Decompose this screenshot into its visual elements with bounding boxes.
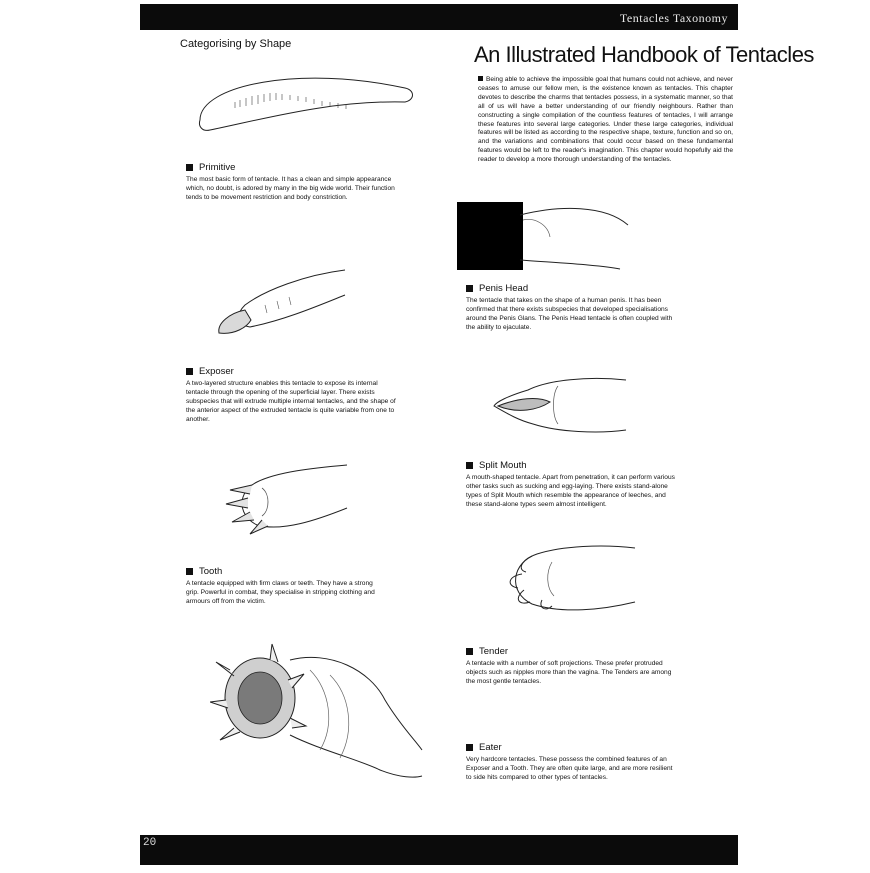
entry-title: Primitive xyxy=(186,162,396,173)
entry-tooth xyxy=(186,566,386,606)
running-title: Tentacles Taxonomy xyxy=(619,11,728,25)
square-bullet-icon xyxy=(186,164,193,171)
entry-title: Eater xyxy=(466,742,678,753)
footer-bar xyxy=(140,835,738,865)
entry-title: Exposer xyxy=(186,366,401,377)
entry-split-mouth xyxy=(466,460,678,509)
square-bullet-icon xyxy=(186,368,193,375)
square-bullet-icon xyxy=(186,568,193,575)
entry-penis-head xyxy=(466,283,681,332)
tooth-tentacle-illustration xyxy=(222,460,352,540)
entry-description: The tentacle that takes on the shape of a human penis. It has been confirmed that there exists subspecies that developed specialisations around the Penis Glans. The Penis Head tentacle is often coupled with the ability to ejaculate. xyxy=(466,297,673,331)
entry-description: Very hardcore tentacles. These possess the combined features of an Exposer and a Tooth. They are often quite large, and are more resilient to side hits compared to other types of tentacles. xyxy=(466,756,673,781)
entry-title: Split Mouth xyxy=(466,460,678,471)
entry-description: A mouth-shaped tentacle. Apart from penetration, it can perform various other tasks such as sucking and egg-laying. There exists stand-alone types of Split Mouth which resemble the appearance of leeches, and these stand-alone types seem almost intelligent. xyxy=(466,474,675,508)
entry-description: The most basic form of tentacle. It has a clean and simple appearance which, no doubt, is adored by many in the big wide world. Their function tends to be movement restriction and body constriction. xyxy=(186,176,395,201)
entry-eater xyxy=(466,742,678,782)
entry-description: A tentacle with a number of soft projections. These prefer protruded objects such as nipples more than the vagina. The Tenders are among the most gentle tentacles. xyxy=(466,660,672,685)
page-title: An Illustrated Handbook of Tentacles xyxy=(474,42,814,67)
page-number: 20 xyxy=(143,837,157,849)
entry-exposer xyxy=(186,366,401,424)
bullet-icon xyxy=(478,76,483,81)
square-bullet-icon xyxy=(466,285,473,292)
censor-block xyxy=(457,202,523,270)
square-bullet-icon xyxy=(466,648,473,655)
entry-description: A two-layered structure enables this tentacle to expose its internal tentacle through the opening of the superficial layer. There exists subspecies that will extrude multiple internal tentacles, and the shape of the anterior aspect of the extruded tentacle is quite variable from one to another. xyxy=(186,380,396,423)
entry-title: Tender xyxy=(466,646,676,657)
entry-tender xyxy=(466,646,676,686)
eater-tentacle-illustration xyxy=(210,640,425,780)
split-mouth-tentacle-illustration xyxy=(488,372,628,440)
entry-title: Tooth xyxy=(186,566,386,577)
primitive-tentacle-illustration xyxy=(180,60,415,160)
entry-description: A tentacle equipped with firm claws or teeth. They have a strong grip. Powerful in combat, they specialise in stripping clothing and armours off from the victim. xyxy=(186,580,375,605)
square-bullet-icon xyxy=(466,744,473,751)
exposer-tentacle-illustration xyxy=(205,265,355,345)
intro-paragraph xyxy=(478,76,733,165)
entry-title: Penis Head xyxy=(466,283,681,294)
square-bullet-icon xyxy=(466,462,473,469)
tender-tentacle-illustration xyxy=(492,542,637,617)
entry-primitive xyxy=(186,162,396,202)
section-heading: Categorising by Shape xyxy=(180,38,292,50)
header-bar xyxy=(140,4,738,30)
intro-text: Being able to achieve the impossible goal that humans could not achieve, and never ceases to amuse our fellow men, is the existence known as tentacles. This chapter devotes to describe the charms that tentacles possess, in a systematic manner, so that all of us will have a better understanding of our friendly neighbours. Rather than constructing a single compilation of the countless features of tentacles, I will arrange these features into several large categories. Under these large categories, individual features will be listed as according to the respective shape, texture, function and so on, and the variations and combinations that could occur based on these fundamental features would be left to the reader's imagination. This chapter would hopefully aid the reader to develop a more thorough understanding of the tentacles. xyxy=(478,76,733,164)
penis-head-tentacle-illustration xyxy=(520,205,632,270)
